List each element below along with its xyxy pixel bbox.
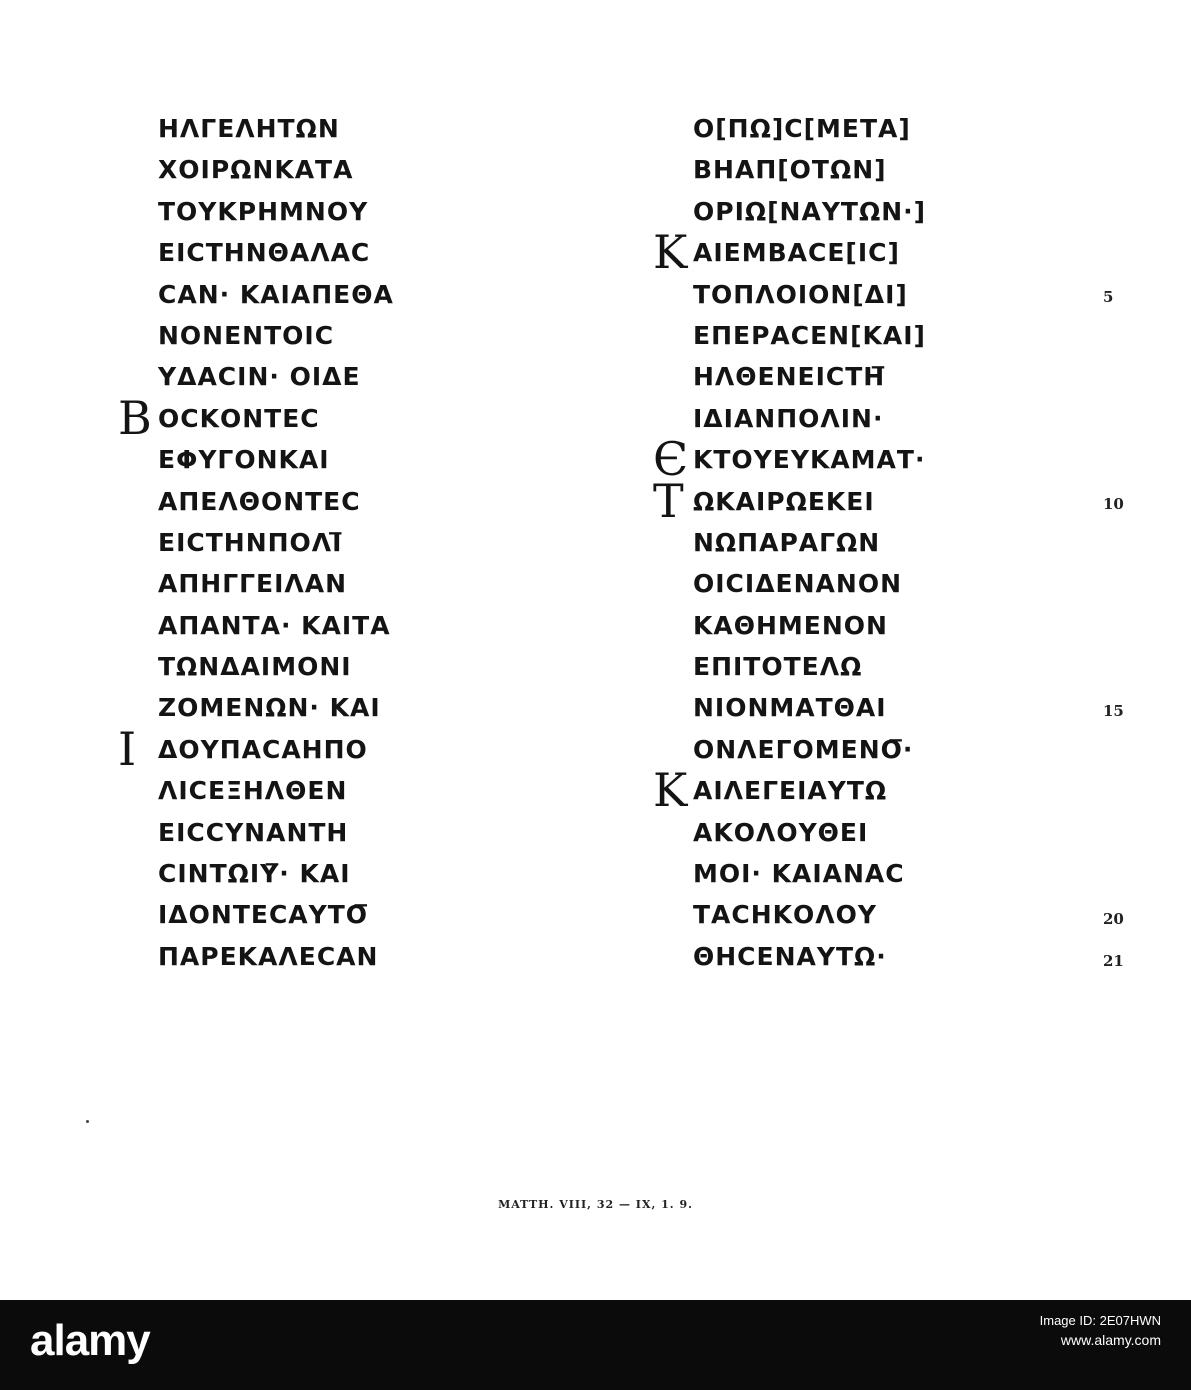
text-line [693, 398, 1023, 439]
text-line [158, 439, 578, 480]
line-text: ΕΠΕΡΑCΕΝ[ΚΑΙ] [693, 320, 926, 350]
line-text: ΕΦΥΓΟΝΚΑΙ [158, 445, 330, 475]
line-text: ΗΛΓΕΛΗΤΩΝ [158, 114, 340, 143]
image-id-label: Image ID: 2E07HWN [1039, 1313, 1161, 1328]
line-number: 15 [1103, 702, 1124, 720]
line-number: 21 [1103, 952, 1124, 970]
line-number: 20 [1103, 910, 1124, 928]
text-line [693, 729, 1023, 770]
initial-letter: Κ [653, 225, 689, 280]
text-line [118, 721, 578, 776]
line-text: ΟΡΙΩ[ΝΑΥΤΩΝ·] [693, 196, 927, 226]
line-text: ΕΙCΤΗΝΘΑΛΑC [158, 238, 371, 268]
page-footer-reference: MATTH. VIII, 32 — IX, 1. 9. [498, 1198, 693, 1211]
text-line [158, 812, 578, 853]
line-text: ΜΟΙ· ΚΑΙΑΝΑC [693, 859, 905, 889]
text-line [693, 356, 1023, 397]
line-text: ΑΠΗΓΓΕΙΛΑΝ [158, 569, 348, 599]
line-text: ΝΟΝΕΝΤΟΙC [158, 320, 335, 350]
text-line [653, 473, 1023, 528]
text-line [158, 894, 578, 935]
line-text: ΑΠΕΛΘΟΝΤΕC [158, 486, 361, 516]
text-line [158, 108, 578, 149]
initial-letter: Τ [653, 473, 685, 528]
line-text: ΟΝΛΕΓΟΜΕΝΟ̅· [693, 734, 914, 764]
initial-letter: Є [653, 432, 690, 487]
image-url: www.alamy.com [1060, 1332, 1161, 1348]
line-text: ΤΟΠΛΟΙΟΝ[ΔΙ] [693, 279, 908, 309]
initial-letter: Ι [118, 721, 138, 776]
text-line [158, 646, 578, 687]
line-text: CΙΝΤΩΙΥ̅· ΚΑΙ [158, 859, 351, 889]
text-line [158, 936, 578, 977]
text-line [693, 149, 1023, 190]
line-text: ΑΙΛΕΓΕΙΑΥΤΩ [693, 776, 888, 806]
text-line [158, 149, 578, 190]
paper-speck [86, 1120, 89, 1123]
text-line [158, 770, 578, 811]
text-line [693, 812, 1023, 853]
line-text: ΕΙCCΥΝΑΝΤΗ [158, 817, 349, 847]
watermark-bar [0, 1300, 1191, 1390]
line-text: ΙΔΙΑΝΠΟΛΙΝ· [693, 403, 884, 433]
line-text: ΤΑCΗΚΟΛΟΥ [693, 900, 877, 930]
line-text: ΖΟΜΕΝΩΝ· ΚΑΙ [158, 693, 381, 723]
text-line [158, 853, 578, 894]
text-line [653, 432, 1023, 487]
right-column [653, 108, 1023, 977]
text-line [653, 225, 1023, 280]
line-text: ΠΑΡΕΚΑΛΕCΑΝ [158, 941, 379, 971]
alamy-logo: alamy [30, 1316, 150, 1365]
line-text: ΟΙCΙΔΕΝΑΝΟΝ [693, 569, 902, 599]
line-text: ΟCΚΟΝΤΕC [158, 403, 320, 433]
text-line [158, 563, 578, 604]
text-line [158, 687, 578, 728]
text-line [118, 390, 578, 445]
text-line [693, 563, 1023, 604]
line-text: ΛΙCΕΞΗΛΘΕΝ [158, 776, 348, 806]
line-text: ΩΚΑΙΡΩΕΚΕΙ [693, 486, 875, 516]
line-text: CΑΝ· ΚΑΙΑΠΕΘΑ [158, 279, 394, 309]
line-text: ΑΙΕΜΒΑCΕ[ΙC] [693, 238, 900, 268]
line-text: ΕΠΙΤΟΤΕΛΩ [693, 652, 863, 682]
line-number: 10 [1103, 495, 1124, 513]
text-line [693, 687, 1023, 728]
text-line [693, 605, 1023, 646]
text-line [693, 894, 1023, 935]
text-line [653, 763, 1023, 818]
line-text: ΙΔΟΝΤΕCΑΥΤΟ̅ [158, 900, 369, 930]
line-text: ΝΙΟΝΜΑΤΘΑΙ [693, 693, 887, 723]
line-text: Ο[ΠΩ]C[ΜΕΤΑ] [693, 114, 911, 143]
text-line [158, 315, 578, 356]
text-line [693, 936, 1023, 977]
line-text: ΚΑΘΗΜΕΝΟΝ [693, 610, 888, 640]
line-text: ΤΟΥΚΡΗΜΝΟΥ [158, 196, 369, 226]
line-text: ΚΤΟΥΕΥΚΑΜΑΤ· [693, 445, 926, 475]
line-text: ΔΟΥΠΑCΑΗΠΟ [158, 734, 368, 764]
text-line [693, 191, 1023, 232]
text-line [693, 853, 1023, 894]
initial-letter: Β [118, 390, 153, 445]
text-line [158, 356, 578, 397]
line-text: ΑΠΑΝΤΑ· ΚΑΙΤΑ [158, 610, 391, 640]
text-line [158, 274, 578, 315]
text-line [693, 522, 1023, 563]
line-text: ΤΩΝΔΑΙΜΟΝΙ [158, 652, 352, 682]
line-text: ΝΩΠΑΡΑΓΩΝ [693, 527, 881, 557]
text-line [158, 481, 578, 522]
text-line [158, 522, 578, 563]
line-text: ΒΗΑΠ[ΟΤΩΝ] [693, 155, 887, 185]
line-text: ΗΛΘΕΝΕΙCΤΗ̅ [693, 362, 886, 392]
text-line [158, 191, 578, 232]
left-column [118, 108, 578, 977]
line-text: ΥΔΑCΙΝ· ΟΙΔΕ [158, 362, 361, 392]
initial-letter: Κ [653, 763, 689, 818]
line-text: ΕΙCΤΗΝΠΟΛΙ̅ [158, 527, 343, 557]
text-line [693, 108, 1023, 149]
text-line [693, 646, 1023, 687]
line-text: ΧΟΙΡΩΝΚΑΤΑ [158, 155, 354, 185]
text-line [158, 232, 578, 273]
line-text: ΑΚΟΛΟΥΘΕΙ [693, 817, 869, 847]
line-text: ΘΗCΕΝΑΥΤΩ· [693, 941, 887, 971]
text-line [693, 274, 1023, 315]
image-id-block [1040, 1312, 1161, 1350]
text-line [158, 605, 578, 646]
text-line [693, 315, 1023, 356]
line-number: 5 [1103, 288, 1114, 306]
